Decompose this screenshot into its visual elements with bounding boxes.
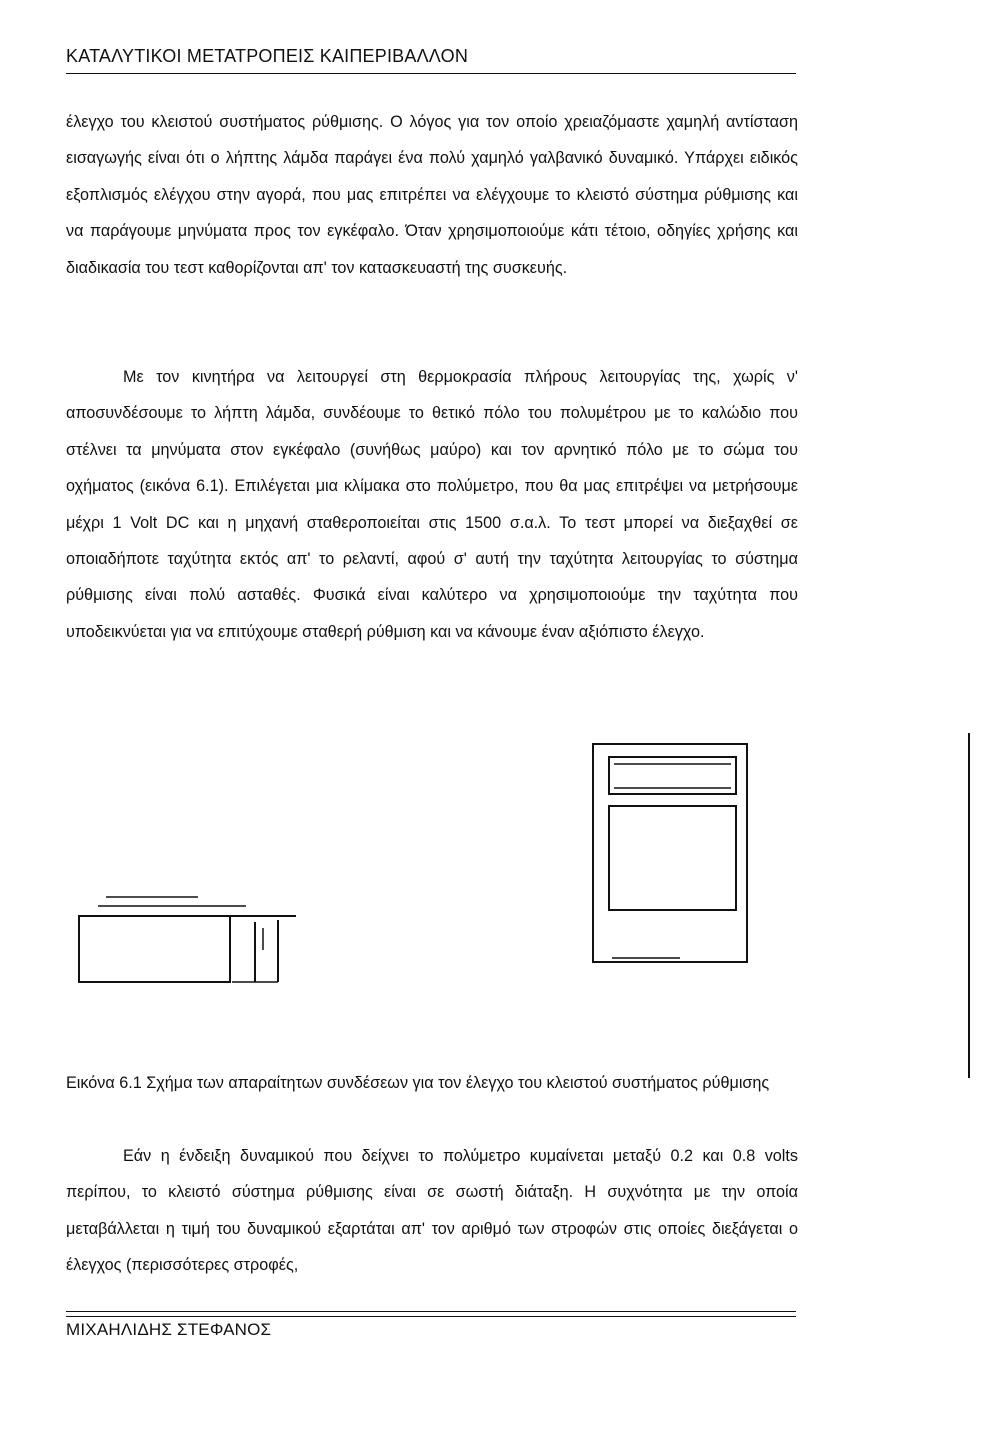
footer-rule-bottom: [66, 1316, 796, 1317]
lambda-sensor-block: [79, 916, 230, 982]
multimeter-body: [593, 744, 747, 962]
footer-author: ΜΙΧΑΗΛΙΔΗΣ ΣΤΕΦΑΝΟΣ: [66, 1320, 272, 1339]
multimeter-dial-panel: [609, 806, 736, 910]
figure-caption: Εικόνα 6.1 Σχήμα των απαραίτητων συνδέσεων για τον έλεγχο του κλειστού συστήματος ρύθμισης: [66, 1074, 770, 1092]
body-paragraph-2: Με τον κινητήρα να λειτουργεί στη θερμοκρασία πλήρους λειτουργίας της, χωρίς ν' αποσυνδέσουμε το λήπτη λάμδα, συνδέουμε το θετικό πόλο του πολυμέτρου με το καλώδιο που στέλνει τα μηνύματα στον εγκέφαλο (συνήθως μαύρο) και τον αρνητικό πόλο με το σώμα του οχήματος (εικόνα 6.1). Επιλέγεται μια κλίμακα στο πολύμετρο, που θα μας επιτρέψει να μετρήσουμε μέχρι 1 Volt DC και η μηχανή σταθεροποιείται στις 1500 σ.α.λ. Το τεστ μπορεί να διεξαχθεί σε οποιαδήποτε ταχύτητα εκτός απ' το ρελαντί, αφού σ' αυτή την ταχύτητα λειτουργίας το σύστημα ρύθμισης είναι πολύ ασταθές. Φυσικά είναι καλύτερο να χρησιμοποιούμε την ταχύτητα που υποδεικνύεται για να επιτύχουμε σταθερή ρύθμιση και να κάνουμε έναν αξιόπιστο έλεγχο.: [66, 368, 798, 641]
body-paragraph-1: έλεγχο του κλειστού συστήματος ρύθμισης. Ο λόγος για τον οποίο χρειαζόμαστε χαμηλή αντίσταση εισαγωγής είναι ότι ο λήπτης λάμδα παράγει ένα πολύ χαμηλό γαλβανικό δυναμικό. Υπάρχει ειδικός εξοπλισμός ελέγχου στην αγορά, που μας επιτρέπει να ελέγχουμε το κλειστό σύστημα ρύθμισης και να παράγουμε μηνύματα προς τον εγκέφαλο. Όταν χρησιμοποιούμε κάτι τέτοιο, οδηγίες χρήσης και διαδικασία του τεστ καθορίζονται απ' τον κατασκευαστή της συσκευής.: [66, 113, 798, 277]
footer-rule-top: [66, 1311, 796, 1312]
running-header: ΚΑΤΑΛΥΤΙΚΟΙ ΜΕΤΑΤΡΟΠΕΙΣ ΚΑΙΠΕΡΙΒΑΛΛΟΝ: [66, 46, 469, 66]
body-paragraph-3: Εάν η ένδειξη δυναμικού που δείχνει το πολύμετρο κυμαίνεται μεταξύ 0.2 και 0.8 volts περίπου, το κλειστό σύστημα ρύθμισης είναι σε σωστή διάταξη. Η συχνότητα με την οποία μεταβάλλεται η τιμή του δυναμικού εξαρτάται απ' τον αριθμό των στροφών στις οποίες διεξάγεται ο έλεγχος (περισσότερες στροφές,: [66, 1147, 798, 1275]
